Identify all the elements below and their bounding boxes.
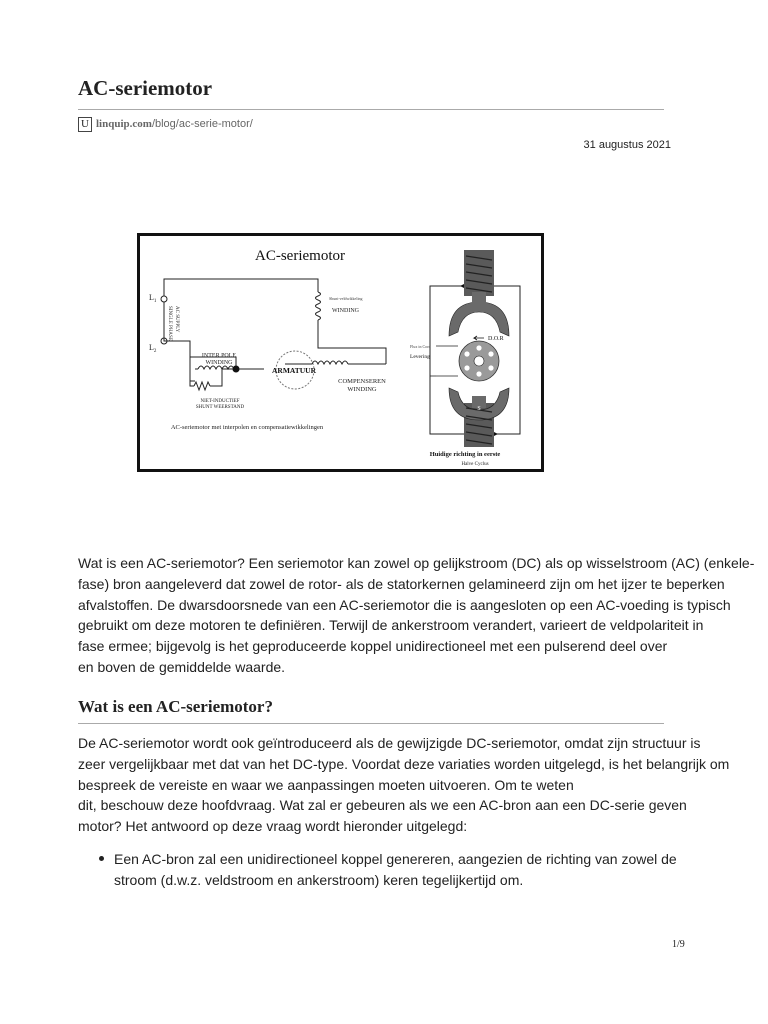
section-line: bespreek de vereiste en waar we aanpassingen moeten uitvoeren. Om te weten [78, 776, 574, 793]
intro-line: fase ermee; bijgevolg is het geproduceerde koppel unidirectioneel met een pulserend deel over [78, 638, 668, 655]
l2-label: L [149, 343, 154, 352]
flux-small-label: Flux in Core [410, 344, 431, 349]
shunt-label-2: SHUNT WEERSTAND [195, 405, 245, 410]
interpole-node [233, 366, 240, 373]
heading-divider [78, 723, 664, 724]
svg-text:L1 [149, 293, 157, 304]
shunt-resistor [194, 382, 210, 390]
circuit-caption: AC-seriemotor met interpolen en compensatiewikkelingen [170, 424, 324, 431]
comp-label-2: WINDING [347, 386, 377, 393]
supply-label-2: AC SUPPLY [174, 306, 179, 333]
dor-label: D.O.R [488, 336, 504, 342]
source-link[interactable] [96, 118, 253, 130]
compensating-coil [312, 361, 348, 364]
bullet-list [78, 849, 738, 891]
interpole-coil [198, 366, 234, 369]
page-title: AC-seriemotor [78, 76, 213, 100]
armature-label: ARMATUUR [271, 366, 317, 375]
l2-sub: 2 [153, 349, 157, 354]
l1-label: L [149, 293, 154, 302]
pole-n-label: N [476, 317, 482, 323]
intro-line: Wat is een AC-seriemotor? Een seriemotor kan zowel op gelijkstroom (DC) als op wisselstroom (AC) (enkele- [78, 555, 755, 571]
bottom-caption-1: Huidige richting in eerste [429, 451, 501, 458]
section-line: motor? Het antwoord op deze vraag wordt hieronder uitgelegd: [78, 818, 468, 835]
source-domain: linquip.com [96, 118, 152, 130]
page-number: 1/9 [672, 939, 685, 950]
list-item [78, 849, 738, 891]
svg-text:L2 [149, 343, 157, 354]
intro-line: fase) bron aangeleverd dat zowel de rotor- als de statorkernen gelamineerd zijn om het ijzer te beperken [78, 575, 725, 592]
motor-cross-section [410, 250, 520, 447]
intro-line: gebruikt om deze motoren te definiëren. Terwijl de ankerstroom verandert, varieert de veldpolariteit in [78, 617, 704, 634]
ac-series-motor-figure [137, 233, 544, 472]
winding-small-label: Shunt-veldwikkeling [329, 296, 363, 301]
section-paragraph [78, 733, 768, 837]
section-line: dit, beschouw deze hoofdvraag. Wat zal er gebeuren als we een AC-bron aan een DC-serie geven [78, 797, 687, 814]
pole-s-label: S [477, 406, 481, 412]
section-line: zeer vergelijkbaar met dat van het DC-type. Voordat deze variaties worden uitgelegd, is het belangrijk om [78, 755, 730, 772]
source-icon: U [78, 117, 92, 132]
interpole-label-1: INTER POLE [201, 353, 237, 359]
interpole-label-2: WINDING [205, 360, 233, 366]
shunt-label-1: NIET-INDUCTIEF [200, 399, 240, 404]
section-line: De AC-seriemotor wordt ook geïntroduceerd als de gewijzigde DC-seriemotor, omdat zijn structuur is [78, 735, 701, 751]
publish-date: 31 augustus 2021 [583, 139, 671, 151]
section-heading: Wat is een AC-seriemotor? [78, 697, 273, 716]
intro-paragraph [78, 553, 768, 678]
intro-line: afvalstoffen. De dwarsdoorsnede van een AC-seriemotor die is aangesloten op een AC-voeding is typisch [78, 596, 731, 613]
list-item-line: Een AC-bron zal een unidirectioneel koppel genereren, aangezien de richting van zowel de [114, 851, 677, 867]
levering-label: Levering [410, 354, 430, 360]
winding-coil [316, 292, 321, 320]
comp-label-1: COMPENSEREN [338, 378, 386, 385]
figure-title: AC-seriemotor [255, 248, 345, 264]
l1-terminal [161, 296, 167, 302]
supply-label-1: SINGLE PHASE [167, 306, 172, 341]
winding-label: WINDING [332, 308, 359, 314]
l1-sub: 1 [153, 299, 157, 304]
list-item-line: stroom (d.w.z. veldstroom en ankerstroom) keren tegelijkertijd om. [114, 872, 524, 888]
source-line [78, 116, 253, 132]
source-path: /blog/ac-serie-motor/ [151, 118, 253, 130]
title-divider [78, 109, 664, 110]
bottom-caption-2: Halve Cyclus [461, 462, 489, 467]
intro-line: en boven de gemiddelde waarde. [78, 658, 286, 675]
bullet-icon [99, 856, 104, 861]
